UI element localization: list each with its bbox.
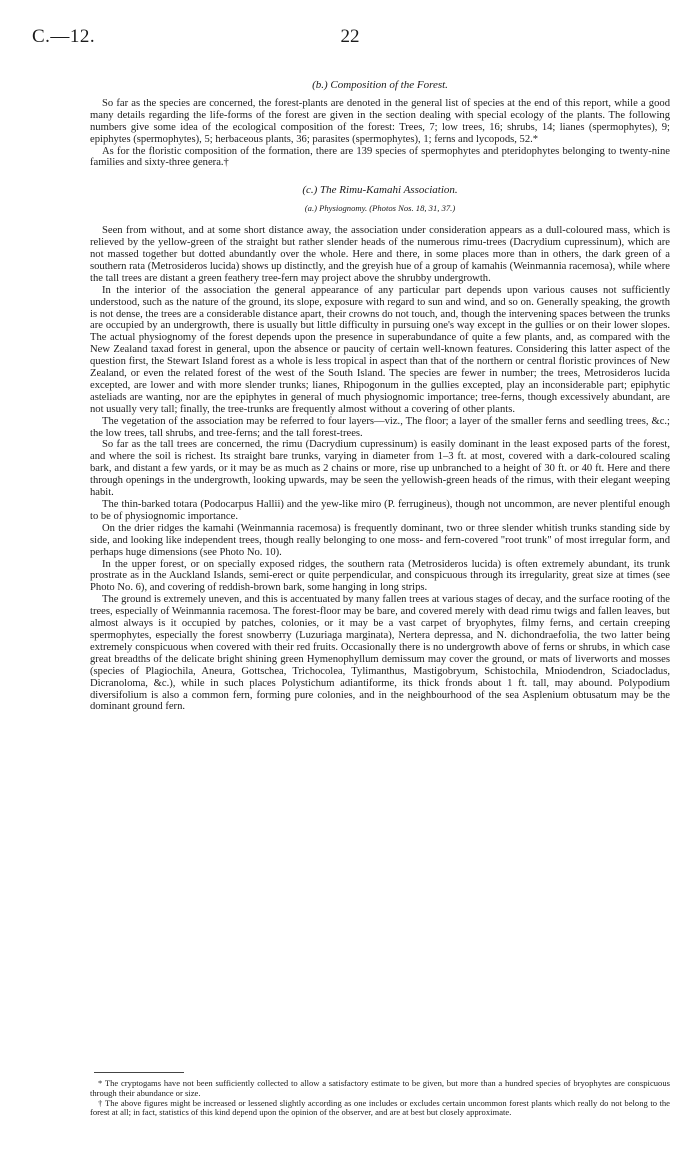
- body-text: [90, 80, 670, 713]
- paragraph: The ground is extremely uneven, and this is accentuated by many fallen trees at various stages of decay, and the surface rooting of the trees, especially of Weinmannia racemosa. The forest-floor may be bare, and covered merely with dead rimu twigs and fallen leaves, but almost always is it occupied by patches, colonies, or it may be a vast carpet of bryophytes, filmy ferns, and certain creeping spermophytes, especially the forest snowberry (Luzuriaga marginata), Nertera depressa, and N. dichondraefolia, the two latter being extremely conspicuous when covered with their red fruits. Occasionally there is no undergrowth above of ferns or shrubs, in which case great breadths of the delicate bright shining green Hymenophyllum demissum may cover the ground, or mats of liverworts and mosses (species of Plagiochila, Aneura, Gottschea, Trichocolea, Tylimanthus, Mastigobryum, Schistochila, Mniodendron, Sciadocladus, Dicranoloma, &c.), while in such places Polystichum adiantiforme, its thick fronds about 1 ft. tall, may abound. Polypodium diversifolium is also a common fern, forming pure colonies, and in the neighbourhood of the sea Asplenium obtusatum may be the dominant ground fern.: [90, 594, 670, 713]
- paragraph: In the upper forest, or on specially exposed ridges, the southern rata (Metrosideros lucida) is often extremely abundant, its trunk prostrate as in the Auckland Islands, semi-erect or quite perpendicular, and conspicuous through its irregularity, great size at times (see Photo No. 6), and covering of reddish-brown bark, some hanging in long strips.: [90, 558, 670, 594]
- paragraph: Seen from without, and at some short distance away, the association under consideration appears as a dull-coloured mass, which is relieved by the yellow-green of the straight but rather slender heads of the numerous rimu-trees (Dacrydium cupressinum), which are not massed together but dotted abundantly over the whole. Here and there, in some places more than in others, the dark green of a southern rata (Metrosideros lucida) shows up distinctly, and the greyish hue of a group of kamahis (Weinmannia racemosa), while where the tall trees are distant a green feathery tree-fern may project above the shrubby undergrowth.: [90, 225, 670, 284]
- footnote: * The cryptogams have not been sufficiently collected to allow a satisfactory estimate to be given, but more than a hundred species of bryophytes are conspicuous through their abundance or size.: [90, 1078, 670, 1098]
- section-b-heading: (b.) Composition of the Forest.: [312, 79, 448, 91]
- footnote: † The above figures might be increased or lessened slightly according as one includes or excludes certain uncommon forest plants which really do not belong to the forest at all; in fact, statistics of this kind depend upon the opinion of the observer, and are at best but closely approximate.: [90, 1097, 670, 1118]
- paragraph: The vegetation of the association may be referred to four layers—viz., The floor; a layer of the smaller ferns and seedling trees, &c.; the low trees, tall shrubs, and tree-ferns; and the tall forest-trees.: [90, 415, 670, 439]
- paragraph: So far as the tall trees are concerned, the rimu (Dacrydium cupressinum) is easily dominant in the least exposed parts of the forest, and where the soil is richest. Its straight bare trunks, varying in diameter from 1–3 ft. at most, covered with a dark-coloured scaling bark, and distant a few yards, or it may be as much as 2 chains or more, rise up unbranched to a height of 30 ft. or 40 ft. Here and there through openings in the undergrowth, looking upwards, may be seen the yellowish-green heads of the rimus, with their elegant weeping habit.: [90, 439, 670, 499]
- page-number: 22: [340, 26, 360, 47]
- paragraph: So far as the species are concerned, the forest-plants are denoted in the general list of species at the end of this report, while a good many details regarding the life-forms of the forest are given in the section dealing with special ecology of the plants. The following numbers give some idea of the ecological composition of the forest: Trees, 7; low trees, 16; shrubs, 14; lianes (spermophytes), 9; epiphytes (spermophytes), 5; herbaceous plants, 36; parasites (spermophytes), 1; ferns and lycopods, 52.*: [90, 97, 670, 145]
- section-c-subheading: (a.) Physiognomy. (Photos Nos. 18, 31, 37.): [304, 203, 456, 214]
- section-c-heading: (c.) The Rimu-Kamahi Association.: [302, 184, 458, 197]
- footnote-divider: [94, 1072, 184, 1073]
- footnotes: [90, 1072, 670, 1118]
- paragraph: The thin-barked totara (Podocarpus Hallii) and the yew-like miro (P. ferrugineus), though not uncommon, are never plentiful enough to be of physiognomic importance.: [90, 499, 670, 522]
- document-code: C.—12.: [32, 26, 96, 47]
- paragraph: As for the floristic composition of the formation, there are 139 species of spermophytes and pteridophytes belonging to twenty-nine families and sixty-three genera.†: [90, 145, 670, 169]
- paragraph: On the drier ridges the kamahi (Weinmannia racemosa) is frequently dominant, two or three slender whitish trunks standing side by side, and looking like independent trees, though really belonging to one moss- and fern-covered "root trunk" of most irregular form, and perhaps huge dimensions (see Photo No. 10).: [90, 522, 670, 558]
- paragraph: In the interior of the association the general appearance of any particular part depends upon various causes not sufficiently understood, such as the nature of the ground, its slope, exposure with regard to sun and wind, and so on. Generally speaking, the growth is not dense, the trees are a considerable distance apart, their crowns do not touch, and, though the intervening spaces between the trunks are occupied by an undergrowth, there is usually but little difficulty in pursuing one's way except in the gullies or on their lower slopes. The actual physiognomy of the forest depends upon the presence in superabundance of quite a few plants, and, as compared with the New Zealand taxad forest in general, upon the absence or paucity of certain well-known features. Considering this latter aspect of the question first, the Stewart Island forest as a whole is less tropical in aspect than that of the northern or central floristic provinces of New Zealand, or even the related forest of the west of the South Island. The species are fewer in number; the trees, Metrosideros lucida excepted, are lower and with more slender trunks; lianes, Rhipogonum in the gullies excepted, play an inconsiderable part; epiphytic asteliads are wanting, nor are the epiphytes in general of much physiognomic importance; tree-ferns, though excessively abundant, are not usually very tall; finally, the tree-trunks are frequently almost without a covering of other plants.: [90, 284, 670, 415]
